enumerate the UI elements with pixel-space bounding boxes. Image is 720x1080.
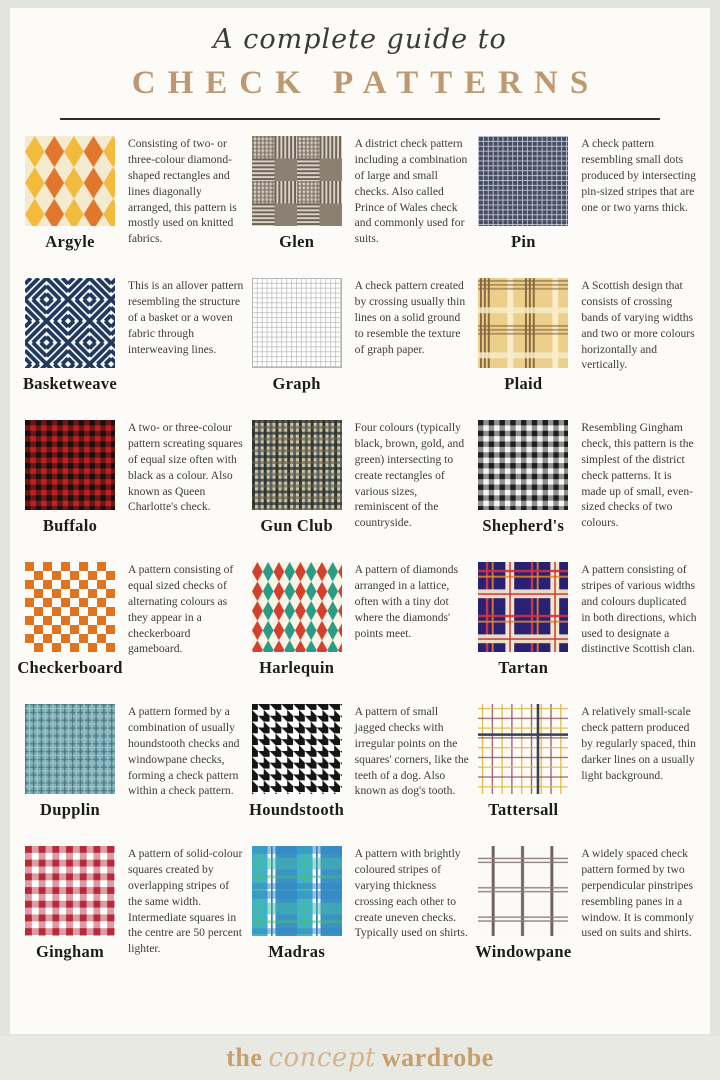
- poster-card: [10, 8, 710, 1034]
- pin-swatch: [478, 136, 568, 226]
- checkerboard-swatch: [25, 562, 115, 652]
- brand-the: the: [226, 1043, 263, 1072]
- pattern-name: Harlequin: [259, 658, 335, 677]
- page-title: CHECK PATTERNS: [131, 65, 601, 101]
- pattern-description: A Scottish design that consists of crossing bands of varying widths and two or more colours horizontally and vertically.: [581, 279, 695, 372]
- brand-concept: concept: [268, 1043, 376, 1073]
- pattern-name: Glen: [279, 232, 315, 251]
- pattern-name: Graph: [272, 374, 321, 393]
- pattern-name: Plaid: [504, 374, 543, 393]
- pattern-card-checkerboard: [17, 562, 249, 704]
- pattern-name: Pin: [510, 232, 536, 251]
- pattern-name: Gun Club: [260, 516, 333, 535]
- brand-logo: [226, 1043, 494, 1073]
- windowpane-swatch: [478, 846, 568, 936]
- pattern-name: Tattersall: [488, 800, 559, 819]
- pattern-card-dupplin: [22, 704, 249, 846]
- pattern-description: A two- or three-colour pattern screating squares of equal size often with black as a colour. Also known as Queen Charlotte's check.: [128, 421, 243, 514]
- brand-wardrobe: wardrobe: [381, 1043, 494, 1072]
- pattern-description: A check pattern resembling small dots produced by intersecting pin-sized stripes that are one or two yarns thick.: [581, 137, 696, 214]
- pattern-name: Madras: [268, 942, 326, 961]
- pattern-description: A pattern of diamonds arranged in a lattice, often with a tiny dot where the diamonds' points meet.: [354, 563, 459, 640]
- buffalo-swatch: [25, 420, 115, 510]
- pattern-description: A pattern with brightly coloured stripes of varying thickness crossing each other to create uneven checks. Typically used on shirts.: [354, 847, 468, 940]
- pattern-card-basketweave: [22, 278, 249, 420]
- pattern-name: Buffalo: [42, 516, 98, 535]
- pattern-card-pin: [475, 136, 702, 278]
- pattern-description: Four colours (typically black, brown, gold, and green) intersecting to create rectangles of various sizes, reminiscent of the countryside.: [354, 421, 465, 530]
- pattern-description: Consisting of two- or three-colour diamond-shaped rectangles and lines diagonally arranged, this pattern is mostly used on knitted fabrics.: [128, 137, 237, 246]
- pattern-card-graph: [249, 278, 476, 420]
- shepherds-swatch: [478, 420, 568, 510]
- dupplin-swatch: [25, 704, 115, 794]
- pattern-description: A pattern formed by a combination of usually houndstooth checks and windowpane checks, forming a check pattern within a check pattern.: [128, 705, 240, 798]
- footer-band: [0, 1036, 720, 1080]
- pattern-card-shepherds: [475, 420, 702, 562]
- pattern-description: A widely spaced check pattern formed by two perpendicular pinstripes resembling panes in a window. It is commonly used on suits and shirts.: [581, 847, 694, 940]
- pattern-card-tartan: [475, 562, 702, 704]
- pattern-name: Houndstooth: [249, 800, 345, 819]
- pattern-card-houndstooth: [249, 704, 476, 846]
- header-kicker: A complete guide to: [213, 24, 507, 55]
- pattern-name: Argyle: [45, 232, 95, 251]
- madras-swatch: [252, 846, 342, 936]
- tattersall-swatch: [478, 704, 568, 794]
- pattern-name: Checkerboard: [17, 658, 123, 677]
- harlequin-swatch: [252, 562, 342, 652]
- gun-club-swatch: [252, 420, 342, 510]
- pattern-description: A pattern consisting of stripes of various widths and colours duplicated in both directions, which used to designate a distinctive Scottish clan.: [581, 563, 697, 656]
- pattern-card-gingham: [22, 846, 249, 988]
- glen-swatch: [252, 136, 342, 226]
- pattern-name: Dupplin: [40, 800, 100, 819]
- pattern-description: Resembling Gingham check, this pattern is the simplest of the district check patterns. It is made up of small, even-sized checks of two colours.: [581, 421, 694, 530]
- pattern-card-plaid: [475, 278, 702, 420]
- basketweave-swatch: [25, 278, 115, 368]
- pattern-name: Basketweave: [22, 374, 118, 393]
- pattern-grid: [10, 120, 710, 988]
- pattern-description: A pattern of small jagged checks with irregular points on the squares' corners, like the teeth of a dog. Also known as dog's tooth.: [354, 705, 469, 798]
- pattern-name: Gingham: [35, 942, 105, 961]
- pattern-card-tattersall: [475, 704, 702, 846]
- pattern-name: Windowpane: [475, 942, 572, 961]
- pattern-card-buffalo: [22, 420, 249, 562]
- pattern-description: A pattern of solid-colour squares created by overlapping stripes of the same width. Intermediate squares in the centre are 50 percent lighter.: [128, 847, 243, 956]
- pattern-description: A pattern consisting of equal sized checks of alternating colours as they appear in a checkerboard gameboard.: [128, 563, 234, 656]
- pattern-card-harlequin: [249, 562, 476, 704]
- pattern-description: This is an allover pattern resembling the structure of a basket or a woven fabric through interweaving lines.: [128, 279, 244, 356]
- pattern-name: Tartan: [498, 658, 549, 677]
- pattern-card-gun-club: [249, 420, 476, 562]
- pattern-description: A district check pattern including a combination of large and small checks. Also called Prince of Wales check and commonly used for suits.: [354, 137, 468, 246]
- pattern-card-argyle: [22, 136, 249, 278]
- plaid-swatch: [478, 278, 568, 368]
- pattern-name: Shepherd's: [482, 516, 565, 535]
- tartan-swatch: [478, 562, 568, 652]
- pattern-description: A check pattern created by crossing usually thin lines on a solid ground to resemble the texture of graph paper.: [354, 279, 466, 356]
- pattern-card-glen: [249, 136, 476, 278]
- pattern-card-windowpane: [475, 846, 702, 988]
- gingham-swatch: [25, 846, 115, 936]
- graph-swatch: [252, 278, 342, 368]
- houndstooth-swatch: [252, 704, 342, 794]
- pattern-description: A relatively small-scale check pattern produced by regularly spaced, thin darker lines on a usually light background.: [581, 705, 696, 782]
- argyle-swatch: [25, 136, 115, 226]
- pattern-card-madras: [249, 846, 476, 988]
